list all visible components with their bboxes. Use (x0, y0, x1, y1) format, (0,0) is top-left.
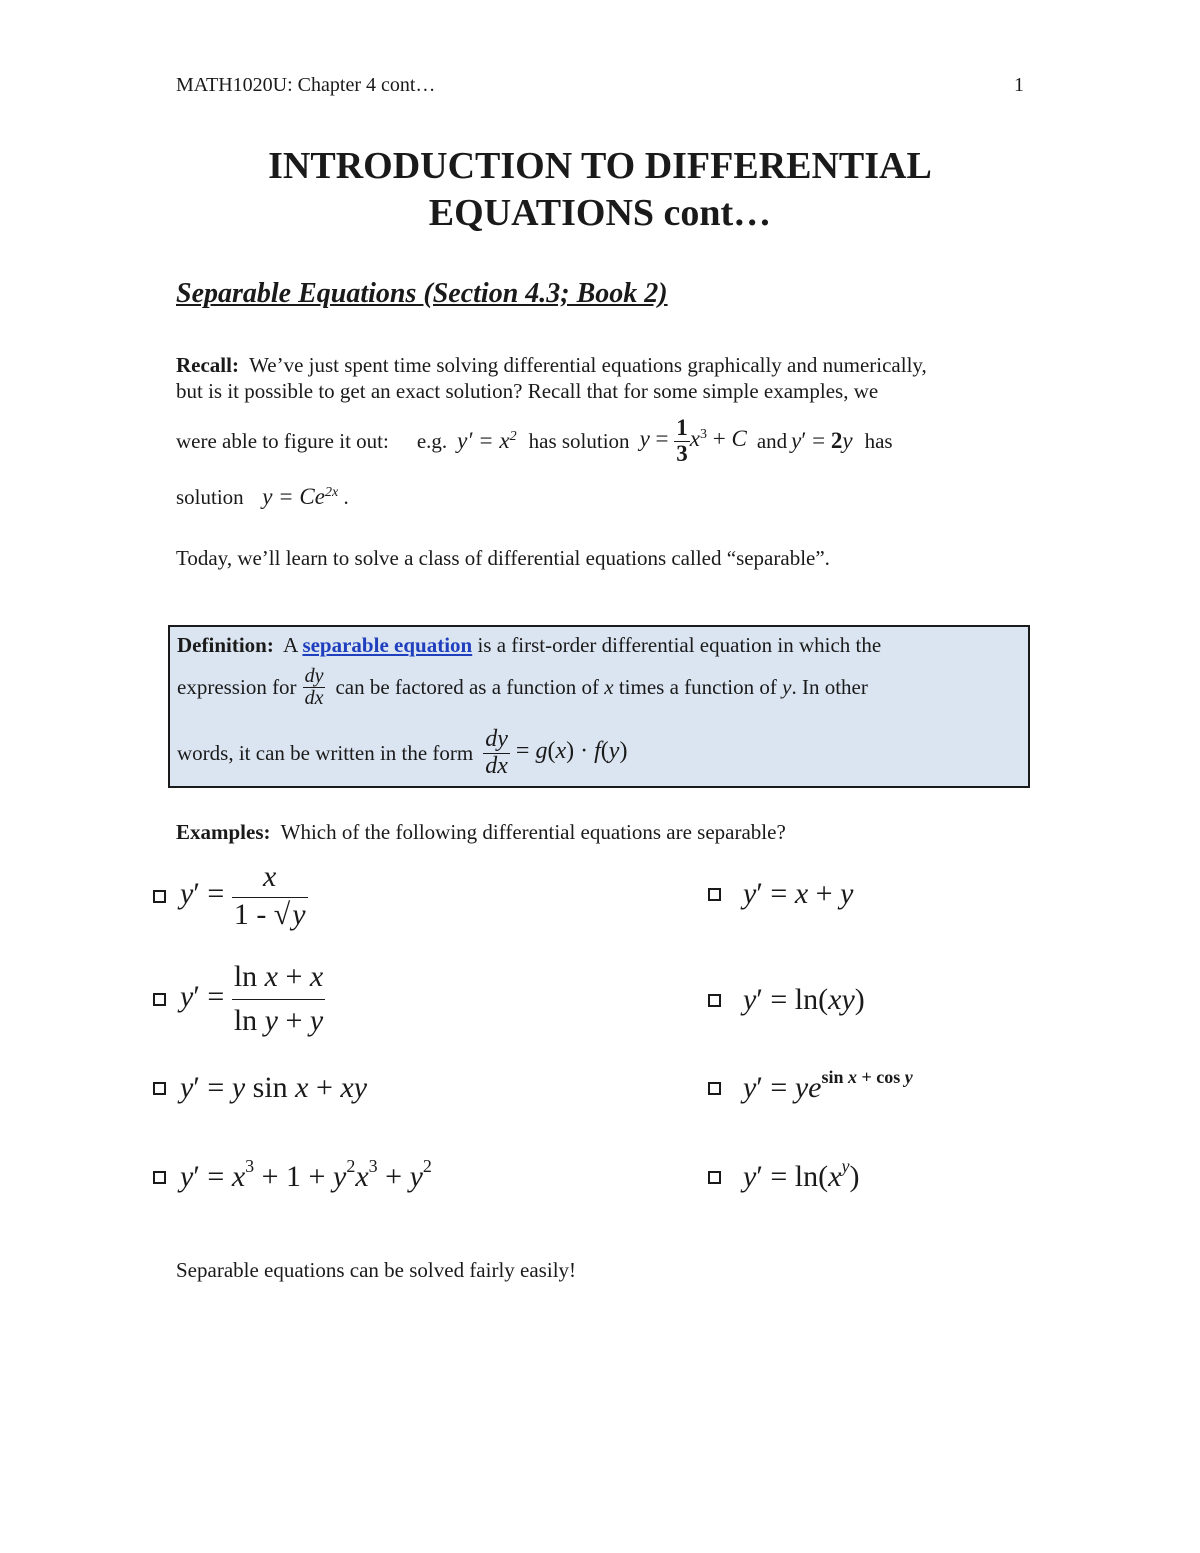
definition-article: A (283, 633, 298, 657)
recall-text-3a: were able to figure it out: (176, 429, 389, 453)
recall-text-4a: solution (176, 485, 244, 509)
today-text: Today, we’ll learn to solve a class of differential equations called “separable”. (176, 546, 830, 570)
definition-line-1 (177, 632, 881, 658)
definition-text-3: words, it can be written in the form (177, 741, 474, 765)
definition-line-3 (177, 722, 627, 784)
running-header: MATH1020U: Chapter 4 cont… (176, 74, 436, 96)
definition-text-2b: can be factored as a function of (335, 675, 599, 699)
definition-var-x: x (604, 675, 614, 699)
page-title-line-1: INTRODUCTION TO DIFFERENTIAL (268, 145, 932, 187)
example-4 (708, 978, 865, 1022)
checkbox-icon[interactable] (708, 888, 721, 901)
dy-dx-fraction: $\frac{dy}{dx}$ (304, 664, 324, 709)
examples-question: Which of the following differential equations are separable? (280, 820, 786, 844)
separable-equation-link[interactable]: separable equation (302, 633, 473, 657)
example-8-equation: $y' = \ln(x^y)$ (743, 1156, 860, 1193)
definition-box (168, 625, 1030, 788)
recall-line-2: but is it possible to get an exact solution? Recall that for some simple examples, we (176, 379, 879, 403)
recall-text-3b: e.g. (416, 429, 448, 453)
checkbox-icon[interactable] (153, 1082, 166, 1095)
checkbox-icon[interactable] (153, 890, 166, 903)
equation-y-third-x-cubed: y = $\frac{1}{3}$ $x^3 + C$ (639, 415, 747, 466)
definition-text-2d: . In other (791, 675, 868, 699)
definition-text-2c: times a function of (618, 675, 777, 699)
recall-text-3d: and (756, 429, 788, 453)
example-2-equation: y′ = x + y (743, 877, 854, 910)
conclusion-text: Separable equations can be solved fairly easily! (176, 1258, 577, 1282)
example-3 (153, 957, 325, 1041)
recall-label: Recall: (176, 353, 239, 377)
example-3-equation: y′ = $\frac{\text{ln x + x}}{\text{ln y + y}}$ (180, 960, 324, 1037)
separable-form-equation: $\frac{dy}{dx}$ = g(x) · f(y) (485, 726, 628, 779)
equation-y-prime-x-squared: $y' = x^2$ (457, 428, 517, 453)
example-5 (153, 1066, 367, 1110)
checkbox-icon[interactable] (153, 1171, 166, 1184)
checkbox-icon[interactable] (708, 1082, 721, 1095)
example-7 (153, 1152, 432, 1202)
example-4-equation: y′ = ln(xy) (743, 983, 865, 1016)
equation-y-ce-2x: $y = Ce^{2x}$ (262, 484, 339, 509)
recall-line-4 (176, 484, 349, 510)
example-1 (153, 856, 308, 936)
recall-period: . (343, 485, 349, 509)
page-number: 1 (1014, 74, 1024, 96)
checkbox-icon[interactable] (153, 993, 166, 1006)
definition-var-y: y (782, 675, 792, 699)
definition-label: Definition: (177, 633, 274, 657)
examples-line (176, 819, 786, 845)
checkbox-icon[interactable] (708, 1171, 721, 1184)
recall-text-3e: has (864, 429, 893, 453)
example-2 (708, 872, 853, 916)
example-6 (708, 1066, 913, 1110)
section-heading: Separable Equations (Section 4.3; Book 2) (176, 278, 668, 309)
definition-line-2 (177, 660, 868, 714)
recall-text-3c: has solution (528, 429, 630, 453)
example-5-equation: y′ = y sin x + xy (180, 1071, 368, 1104)
recall-line-3 (176, 408, 893, 474)
example-1-equation: y′ = $\frac{x}{1 - √y}$ (180, 860, 306, 931)
recall-line-1 (176, 352, 927, 378)
recall-text-1: We’ve just spent time solving differential equations graphically and numerically, (249, 353, 927, 377)
page-title-line-2: EQUATIONS cont… (428, 192, 772, 234)
example-8 (708, 1155, 859, 1199)
example-7-equation: $y' = x^3 + 1 + y^2x^3 + y^2$ (180, 1156, 432, 1193)
example-6-equation: $y' = ye^{sin x + cos y}$ (743, 1067, 913, 1104)
examples-label: Examples: (176, 820, 271, 844)
definition-text-2a: expression for (177, 675, 297, 699)
checkbox-icon[interactable] (708, 994, 721, 1007)
equation-y-prime-2y: y′ = 2y (791, 428, 853, 453)
definition-text-1: is a first-order differential equation in which the (477, 633, 882, 657)
